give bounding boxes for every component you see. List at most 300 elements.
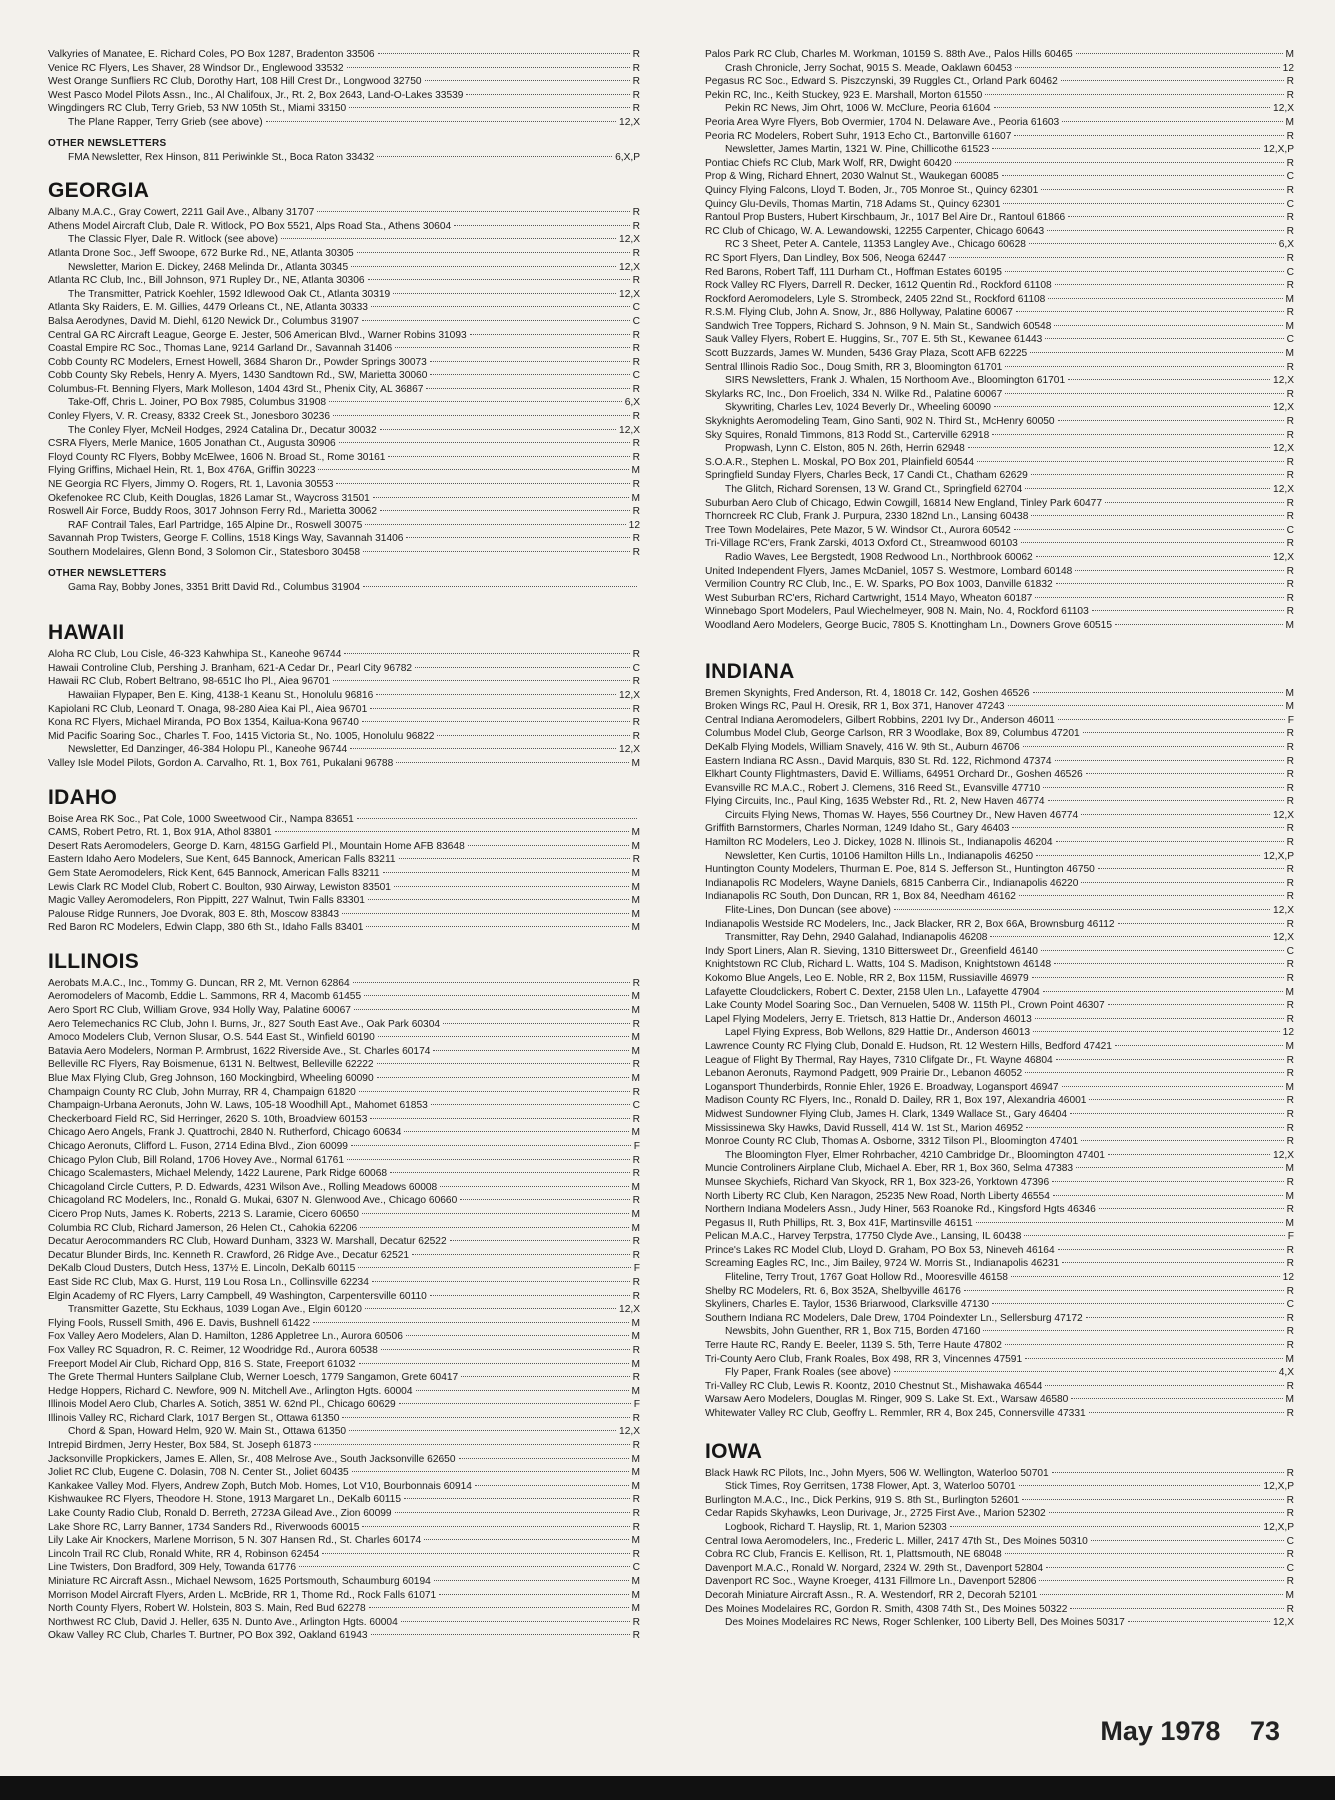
dot-leader xyxy=(1075,570,1283,571)
entry-text: Pelican M.A.C., Harvey Terpstra, 17750 Clyde Ave., Lansing, IL 60438 xyxy=(705,1231,1022,1243)
entry-code: R xyxy=(1286,864,1294,876)
dot-leader xyxy=(1058,719,1285,720)
newsletter-entry xyxy=(705,904,1294,918)
entry-code: R xyxy=(632,103,640,115)
entry-code: 12,X,P xyxy=(1263,144,1294,156)
entry-code: R xyxy=(1286,225,1294,237)
entry-text: Lebanon Aeronuts, Raymond Padgett, 909 Prairie Dr., Lebanon 46052 xyxy=(705,1068,1023,1080)
iowa-list xyxy=(705,1467,1294,1630)
dot-leader xyxy=(1023,746,1284,747)
dot-leader xyxy=(406,537,629,538)
dot-leader xyxy=(404,1131,628,1132)
dot-leader xyxy=(1086,1317,1284,1318)
dot-leader xyxy=(404,1498,630,1499)
club-entry xyxy=(48,1113,640,1127)
club-entry xyxy=(48,1629,640,1643)
club-entry xyxy=(48,464,640,478)
entry-text: Flite-Lines, Don Duncan (see above) xyxy=(725,905,891,917)
entry-text: Rockford Aeromodelers, Lyle S. Strombeck, 2405 22nd St., Rockford 61108 xyxy=(705,293,1046,305)
dot-leader xyxy=(992,1303,1284,1304)
entry-text: Newsletter, Ken Curtis, 10106 Hamilton Hills Ln., Indianapolis 46250 xyxy=(725,850,1034,862)
entry-text: Lake County Radio Club, Ronald D. Berreth, 2723A Gilead Ave., Zion 60099 xyxy=(48,1508,392,1520)
dot-leader xyxy=(342,913,628,914)
entry-code: R xyxy=(632,1290,640,1302)
entry-code: R xyxy=(632,676,640,688)
entry-text: The Bloomington Flyer, Elmer Rohrbacher, 4210 Cambridge Dr., Bloomington 47401 xyxy=(725,1149,1105,1161)
entry-code: R xyxy=(632,703,640,715)
dot-leader xyxy=(985,94,1283,95)
club-entry xyxy=(705,1040,1294,1054)
club-entry xyxy=(705,836,1294,850)
newsletter-entry xyxy=(705,1026,1294,1040)
dot-leader xyxy=(354,1009,629,1010)
entry-code: R xyxy=(632,1154,640,1166)
club-entry xyxy=(705,225,1294,239)
club-entry xyxy=(705,619,1294,633)
dot-leader xyxy=(990,936,1270,937)
entry-text: Conley Flyers, V. R. Creasy, 8332 Creek St., Jonesboro 30236 xyxy=(48,411,330,423)
florida-newsletters-list xyxy=(48,151,640,165)
dot-leader xyxy=(1070,1608,1283,1609)
dot-leader xyxy=(454,225,629,226)
entry-code: R xyxy=(1286,1549,1294,1561)
entry-text: Okaw Valley RC Club, Charles T. Burtner, PO Box 392, Oakland 61943 xyxy=(48,1630,368,1642)
club-entry xyxy=(48,1493,640,1507)
entry-code: R xyxy=(1286,1204,1294,1216)
dot-leader xyxy=(333,680,630,681)
iowa-heading: IOWA xyxy=(705,1439,763,1463)
entry-code: R xyxy=(632,438,640,450)
newsletter-entry xyxy=(48,1425,640,1439)
entry-text: The Grete Thermal Hunters Sailplane Club, Werner Loesch, 1779 Sangamon, Grete 60417 xyxy=(48,1372,459,1384)
entry-text: Propwash, Lynn C. Elston, 805 N. 26th, Herrin 62948 xyxy=(725,443,965,455)
dot-leader xyxy=(992,434,1283,435)
entry-code: C xyxy=(632,1562,640,1574)
dot-leader xyxy=(1035,597,1283,598)
entry-text: Screaming Eagles RC, Inc., Jim Bailey, 9724 W. Morris St., Indianapolis 46231 xyxy=(705,1258,1060,1270)
entry-code: M xyxy=(631,1453,640,1465)
entry-code: C xyxy=(1286,266,1294,278)
entry-text: RC Club of Chicago, W. A. Lewandowski, 12255 Carpenter, Chicago 60643 xyxy=(705,225,1045,237)
entry-code: 12 xyxy=(628,519,640,531)
entry-text: Wingdingers RC Club, Terry Grieb, 53 NW 105th St., Miami 33150 xyxy=(48,103,347,115)
dot-leader xyxy=(396,762,628,763)
entry-code: M xyxy=(631,1467,640,1479)
club-entry xyxy=(705,1190,1294,1204)
idaho-list xyxy=(48,813,640,935)
dot-leader xyxy=(1005,271,1284,272)
dot-leader xyxy=(968,447,1270,448)
entry-text: Pegasus RC Soc., Edward S. Piszczynski, 39 Ruggles Ct., Orland Park 60462 xyxy=(705,76,1058,88)
club-entry xyxy=(705,456,1294,470)
entry-text: Take-Off, Chris L. Joiner, PO Box 7985, Columbus 31908 xyxy=(68,397,327,409)
entry-text: Radio Waves, Lee Bergstedt, 1908 Redwood Ln., Northbrook 60062 xyxy=(725,551,1033,563)
entry-text: Fliteline, Terry Trout, 1767 Goat Hollow Rd., Mooresville 46158 xyxy=(725,1272,1008,1284)
entry-code: 12,X xyxy=(1273,809,1294,821)
entry-text: Lapel Flying Express, Bob Wellons, 829 Hattie Dr., Anderson 46013 xyxy=(725,1027,1031,1039)
dot-leader xyxy=(368,899,629,900)
club-entry xyxy=(705,1230,1294,1244)
entry-text: Logbook, Richard T. Hayslip, Rt. 1, Marion 52303 xyxy=(725,1521,947,1533)
dot-leader xyxy=(399,1403,631,1404)
dot-leader xyxy=(1070,1113,1284,1114)
dot-leader xyxy=(358,1267,630,1268)
entry-code: 6,X xyxy=(1278,239,1294,251)
entry-text: Intrepid Birdmen, Jerry Hester, Box 584, St. Joseph 61873 xyxy=(48,1440,312,1452)
dot-leader xyxy=(318,469,628,470)
dot-leader xyxy=(1040,1594,1282,1595)
club-entry xyxy=(48,383,640,397)
entry-code: M xyxy=(631,1603,640,1615)
club-entry xyxy=(48,1181,640,1195)
dot-leader xyxy=(313,1322,628,1323)
club-entry xyxy=(705,1176,1294,1190)
entry-text: The Plane Rapper, Terry Grieb (see above) xyxy=(68,116,263,128)
club-entry xyxy=(48,1412,640,1426)
entry-code: R xyxy=(632,533,640,545)
dot-leader xyxy=(1043,991,1283,992)
entry-code: M xyxy=(1285,986,1294,998)
entry-text: Skyknights Aeromodeling Team, Gino Santi, 902 N. Third St., McHenry 60050 xyxy=(705,416,1055,428)
entry-text: Valley Isle Model Pilots, Gordon A. Carvalho, Rt. 1, Box 761, Pukalani 96788 xyxy=(48,757,394,769)
club-entry xyxy=(705,592,1294,606)
club-entry xyxy=(705,1339,1294,1353)
entry-code: R xyxy=(1286,1013,1294,1025)
dot-leader xyxy=(949,257,1284,258)
entry-text: FMA Newsletter, Rex Hinson, 811 Periwinkle St., Boca Raton 33432 xyxy=(68,151,375,163)
entry-text: RAF Contrail Tales, Earl Partridge, 165 Alpine Dr., Roswell 30075 xyxy=(68,519,363,531)
entry-text: Prince's Lakes RC Model Club, Lloyd D. Graham, PO Box 53, Nineveh 46164 xyxy=(705,1244,1055,1256)
newsletter-entry xyxy=(48,519,640,533)
entry-code: R xyxy=(1286,280,1294,292)
entry-text: Lily Lake Air Knockers, Marlene Morrison, 5 N. 307 Hansen Rd., St. Charles 60174 xyxy=(48,1535,422,1547)
club-entry xyxy=(48,1548,640,1562)
entry-text: Magic Valley Aeromodelers, Ron Pippitt, 227 Walnut, Twin Falls 83301 xyxy=(48,895,365,907)
indiana-heading: INDIANA xyxy=(705,659,795,683)
entry-text: Stick Times, Roy Gerritsen, 1738 Flower, Apt. 3, Waterloo 50701 xyxy=(725,1481,1016,1493)
club-entry xyxy=(705,714,1294,728)
georgia-other-newsletters-heading: OTHER NEWSLETTERS xyxy=(48,567,167,579)
entry-text: Fox Valley RC Squadron, R. C. Reimer, 12 Woodridge Rd., Aurora 60538 xyxy=(48,1344,378,1356)
entry-code: 12,X xyxy=(1273,905,1294,917)
entry-code: C xyxy=(1286,171,1294,183)
dot-leader xyxy=(362,1526,629,1527)
dot-leader xyxy=(1054,325,1282,326)
entry-code: R xyxy=(1286,1054,1294,1066)
dot-leader xyxy=(377,1063,630,1064)
dot-leader xyxy=(401,1621,630,1622)
entry-code: C xyxy=(632,662,640,674)
entry-code: R xyxy=(632,356,640,368)
dot-leader xyxy=(1062,121,1282,122)
entry-text: DeKalb Cloud Dusters, Dutch Hess, 137½ E. Lincoln, DeKalb 60115 xyxy=(48,1263,356,1275)
newsletter-entry xyxy=(705,551,1294,565)
entry-code: M xyxy=(1285,687,1294,699)
club-entry xyxy=(705,1380,1294,1394)
club-entry xyxy=(705,1353,1294,1367)
entry-code: R xyxy=(632,1086,640,1098)
entry-text: Whitewater Valley RC Club, Geoffry L. Remmler, RR 4, Box 245, Connersville 47331 xyxy=(705,1408,1086,1419)
entry-text: Aero Sport RC Club, William Grove, 934 Holly Way, Palatine 60067 xyxy=(48,1005,351,1017)
entry-text: Circuits Flying News, Thomas W. Hayes, 556 Courtney Dr., New Haven 46774 xyxy=(725,809,1079,821)
club-entry xyxy=(48,48,640,62)
entry-text: Belleville RC Flyers, Ray Boismenue, 6131 N. Beltwest, Belleville 62222 xyxy=(48,1059,374,1071)
club-entry xyxy=(705,184,1294,198)
dot-leader xyxy=(366,926,628,927)
dot-leader xyxy=(1055,284,1284,285)
newsletter-entry xyxy=(48,151,640,165)
club-entry xyxy=(48,1222,640,1236)
entry-code: M xyxy=(631,867,640,879)
club-entry xyxy=(705,1562,1294,1576)
club-entry xyxy=(48,1154,640,1168)
entry-code: R xyxy=(632,730,640,742)
club-entry xyxy=(705,782,1294,796)
entry-code: R xyxy=(632,1372,640,1384)
entry-code: R xyxy=(1286,1408,1294,1419)
newsletter-entry xyxy=(48,689,640,703)
entry-code: M xyxy=(631,757,640,769)
club-entry xyxy=(48,1398,640,1412)
dot-leader xyxy=(388,456,629,457)
entry-code: C xyxy=(1286,334,1294,346)
newsletter-entry xyxy=(705,143,1294,157)
dot-leader xyxy=(1092,610,1284,611)
entry-text: Tri-Village RC'ers, Frank Zarski, 4013 Oxford Ct., Streamwood 60103 xyxy=(705,538,1018,550)
club-entry xyxy=(705,1244,1294,1258)
entry-code: M xyxy=(631,1331,640,1343)
entry-text: Munsee Skychiefs, Richard Van Skyock, RR 1, Box 323-26, Yorktown 47396 xyxy=(705,1176,1050,1188)
dot-leader xyxy=(1054,963,1283,964)
entry-text: RC 3 Sheet, Peter A. Cantele, 11353 Langley Ave., Chicago 60628 xyxy=(725,239,1026,251)
club-entry xyxy=(48,840,640,854)
dot-leader xyxy=(1115,1045,1283,1046)
entry-text: Chicago Pylon Club, Bill Roland, 1706 Hovey Ave., Normal 61761 xyxy=(48,1154,344,1166)
entry-code: 12,X xyxy=(1273,932,1294,944)
entry-code: M xyxy=(631,1073,640,1085)
newsletter-entry xyxy=(705,1149,1294,1163)
page-number: 73 xyxy=(1249,1716,1280,1746)
club-entry xyxy=(705,1122,1294,1136)
entry-text: West Pasco Model Pilots Assn., Inc., Al Chalifoux, Jr., Rt. 2, Box 2643, Land-O-Lakes 33539 xyxy=(48,89,464,101)
club-entry xyxy=(48,730,640,744)
newsletter-entry xyxy=(705,1480,1294,1494)
dot-leader xyxy=(371,1634,630,1635)
dot-leader xyxy=(1098,868,1284,869)
entry-text: Vermilion Country RC Club, Inc., E. W. Sparks, PO Box 1003, Danville 61832 xyxy=(705,579,1053,591)
dot-leader xyxy=(424,1539,628,1540)
newsletter-entry xyxy=(48,581,640,595)
club-entry xyxy=(48,1575,640,1589)
entry-code: R xyxy=(1286,755,1294,767)
entry-code: M xyxy=(631,1032,640,1044)
entry-text: Aerobats M.A.C., Inc., Tommy G. Duncan, RR 2, Mt. Vernon 62864 xyxy=(48,977,350,989)
club-entry xyxy=(705,1548,1294,1562)
newsletter-entry xyxy=(705,1521,1294,1535)
entry-code: 12,X xyxy=(619,689,640,701)
dot-leader xyxy=(460,1199,629,1200)
entry-text: Cedar Rapids Skyhawks, Leon Durivage, Jr., 2725 First Ave., Marion 52302 xyxy=(705,1508,1046,1520)
dot-leader xyxy=(322,1553,629,1554)
entry-code: C xyxy=(1286,945,1294,957)
entry-text: Coastal Empire RC Soc., Thomas Lane, 9214 Garland Dr., Savannah 31406 xyxy=(48,343,393,355)
dot-leader xyxy=(1071,1398,1282,1399)
entry-code: 12,X xyxy=(1273,402,1294,414)
dot-leader xyxy=(1005,393,1283,394)
entry-code: R xyxy=(632,1508,640,1520)
dot-leader xyxy=(983,1330,1283,1331)
entry-text: United Independent Flyers, James McDaniel, 1057 S. Westmore, Lombard 60148 xyxy=(705,565,1073,577)
dot-leader xyxy=(339,442,630,443)
dot-leader xyxy=(275,831,629,832)
newsletter-entry xyxy=(705,1271,1294,1285)
club-entry xyxy=(48,1126,640,1140)
dot-leader xyxy=(399,858,630,859)
dot-leader xyxy=(426,388,629,389)
entry-text: Amoco Modelers Club, Vernon Slusar, O.S. 544 East St., Winfield 60190 xyxy=(48,1032,375,1044)
entry-text: Southern Indiana RC Modelers, Dale Drew, 1704 Poindexter Ln., Sellersburg 47172 xyxy=(705,1312,1083,1324)
dot-leader xyxy=(416,1390,629,1391)
club-entry xyxy=(48,675,640,689)
dot-leader xyxy=(1105,502,1284,503)
entry-code: 12,X xyxy=(619,288,640,300)
entry-text: The Classic Flyer, Dale R. Witlock (see above) xyxy=(68,234,279,246)
entry-code: R xyxy=(1286,579,1294,591)
dot-leader xyxy=(1029,243,1276,244)
entry-text: Sandwich Tree Toppers, Richard S. Johnson, 9 N. Main St., Sandwich 60548 xyxy=(705,320,1052,332)
club-entry xyxy=(48,826,640,840)
dot-leader xyxy=(317,211,629,212)
entry-code: 12,X xyxy=(1273,551,1294,563)
dot-leader xyxy=(363,551,630,552)
club-entry xyxy=(705,795,1294,809)
entry-code: R xyxy=(632,411,640,423)
newsletter-entry xyxy=(705,102,1294,116)
dot-leader xyxy=(964,1290,1284,1291)
newsletter-entry xyxy=(705,850,1294,864)
entry-code: 12,X xyxy=(1273,1149,1294,1161)
entry-text: Sky Squires, Ronald Timmons, 813 Rodd St., Carterville 62918 xyxy=(705,429,990,441)
club-entry xyxy=(48,1453,640,1467)
entry-code: R xyxy=(1286,1340,1294,1352)
dot-leader xyxy=(1011,1276,1280,1277)
club-entry xyxy=(48,1616,640,1630)
club-entry xyxy=(48,990,640,1004)
club-entry xyxy=(705,986,1294,1000)
entry-text: Newsletter, Ed Danzinger, 46-384 Holopu Pl., Kaneohe 96744 xyxy=(68,744,348,756)
dot-leader xyxy=(266,121,616,122)
club-entry xyxy=(705,75,1294,89)
entry-text: S.O.A.R., Stephen L. Moskal, PO Box 201, Plainfield 60544 xyxy=(705,456,974,468)
entry-code: R xyxy=(632,1521,640,1533)
entry-text: Freeport Model Air Club, Richard Opp, 816 S. State, Freeport 61032 xyxy=(48,1358,356,1370)
dot-leader xyxy=(1108,1154,1270,1155)
club-entry xyxy=(48,853,640,867)
dot-leader xyxy=(393,293,616,294)
entry-code: R xyxy=(1286,157,1294,169)
entry-code: C xyxy=(1286,524,1294,536)
entry-text: Rock Valley RC Flyers, Darrell R. Decker, 1612 Quentin Rd., Rockford 61108 xyxy=(705,280,1052,292)
dot-leader xyxy=(368,279,630,280)
dot-leader xyxy=(430,1295,630,1296)
dot-leader xyxy=(329,401,622,402)
entry-code: 12,X xyxy=(1273,1617,1294,1629)
newsletter-entry xyxy=(48,396,640,410)
entry-text: Champaign-Urbana Aeronuts, John W. Laws, 105-18 Woodhill Apt., Mahomet 61853 xyxy=(48,1100,428,1112)
club-entry xyxy=(48,220,640,234)
dot-leader xyxy=(468,845,629,846)
entry-text: Hawaii RC Club, Robert Beltrano, 98-651C Iho Pl., Aiea 96701 xyxy=(48,676,331,688)
entry-text: Sentral Illinois Radio Soc., Doug Smith, RR 3, Bloomington 61701 xyxy=(705,361,1003,373)
entry-code: R xyxy=(1286,1285,1294,1297)
entry-text: The Transmitter, Patrick Koehler, 1592 Idlewood Oak Ct., Atlanta 30319 xyxy=(68,288,391,300)
dot-leader xyxy=(1056,583,1284,584)
entry-text: Atlanta Drone Soc., Jeff Swoope, 672 Burke Rd., NE, Atlanta 30305 xyxy=(48,247,354,259)
dot-leader xyxy=(1025,488,1270,489)
entry-code: R xyxy=(632,1168,640,1180)
newsletter-entry xyxy=(705,238,1294,252)
entry-code: F xyxy=(1287,714,1294,726)
club-entry xyxy=(48,89,640,103)
club-entry xyxy=(705,918,1294,932)
dot-leader xyxy=(351,1145,631,1146)
entry-code: R xyxy=(632,717,640,729)
entry-code: R xyxy=(632,977,640,989)
dot-leader xyxy=(1005,1344,1284,1345)
dot-leader xyxy=(1033,1031,1280,1032)
entry-code: M xyxy=(1285,320,1294,332)
entry-code: M xyxy=(631,1385,640,1397)
club-entry xyxy=(48,1480,640,1494)
entry-text: Eastern Idaho Aero Modelers, Sue Kent, 645 Bannock, American Falls 83211 xyxy=(48,854,396,866)
entry-code: 6,X,P xyxy=(615,151,640,163)
entry-text: Skywriting, Charles Lev, 1024 Beverly Dr., Wheeling 60090 xyxy=(725,402,991,414)
dot-leader xyxy=(1062,1262,1283,1263)
entry-text: Cicero Prop Nuts, James K. Roberts, 2213 S. Laramie, Cicero 60650 xyxy=(48,1208,359,1220)
entry-code: R xyxy=(632,1548,640,1560)
club-entry xyxy=(705,822,1294,836)
entry-text: Monroe County RC Club, Thomas A. Osborne, 3312 Tilson Pl., Bloomington 47401 xyxy=(705,1136,1078,1148)
entry-text: Boise Area RK Soc., Pat Cole, 1000 Sweetwood Cir., Nampa 83651 xyxy=(48,813,354,825)
entry-text: Chicago Scalemasters, Michael Melendy, 1422 Laurene, Park Ridge 60068 xyxy=(48,1168,388,1180)
entry-text: Woodland Aero Modelers, George Bucic, 7805 S. Knottingham Ln., Downers Grove 60515 xyxy=(705,619,1112,631)
entry-code: R xyxy=(1286,89,1294,101)
dot-leader xyxy=(394,886,629,887)
club-entry xyxy=(48,1167,640,1181)
hawaii-list xyxy=(48,648,640,770)
club-entry xyxy=(48,1045,640,1059)
entry-code: R xyxy=(1286,212,1294,224)
club-entry xyxy=(705,1217,1294,1231)
dot-leader xyxy=(430,374,629,375)
club-entry xyxy=(705,211,1294,225)
club-entry xyxy=(48,1276,640,1290)
entry-text: Pontiac Chiefs RC Club, Mark Wolf, RR, Dwight 60420 xyxy=(705,157,952,169)
entry-code: R xyxy=(1286,1312,1294,1324)
entry-code: R xyxy=(1286,728,1294,740)
dot-leader xyxy=(1091,1540,1284,1541)
club-entry xyxy=(705,565,1294,579)
club-entry xyxy=(48,1140,640,1154)
newsletter-entry xyxy=(705,931,1294,945)
dot-leader xyxy=(363,586,637,587)
entry-code: R xyxy=(1286,130,1294,142)
entry-code: R xyxy=(1286,456,1294,468)
entry-code: C xyxy=(632,315,640,327)
entry-code: R xyxy=(1286,973,1294,984)
entry-code: R xyxy=(632,649,640,661)
club-entry xyxy=(48,1534,640,1548)
